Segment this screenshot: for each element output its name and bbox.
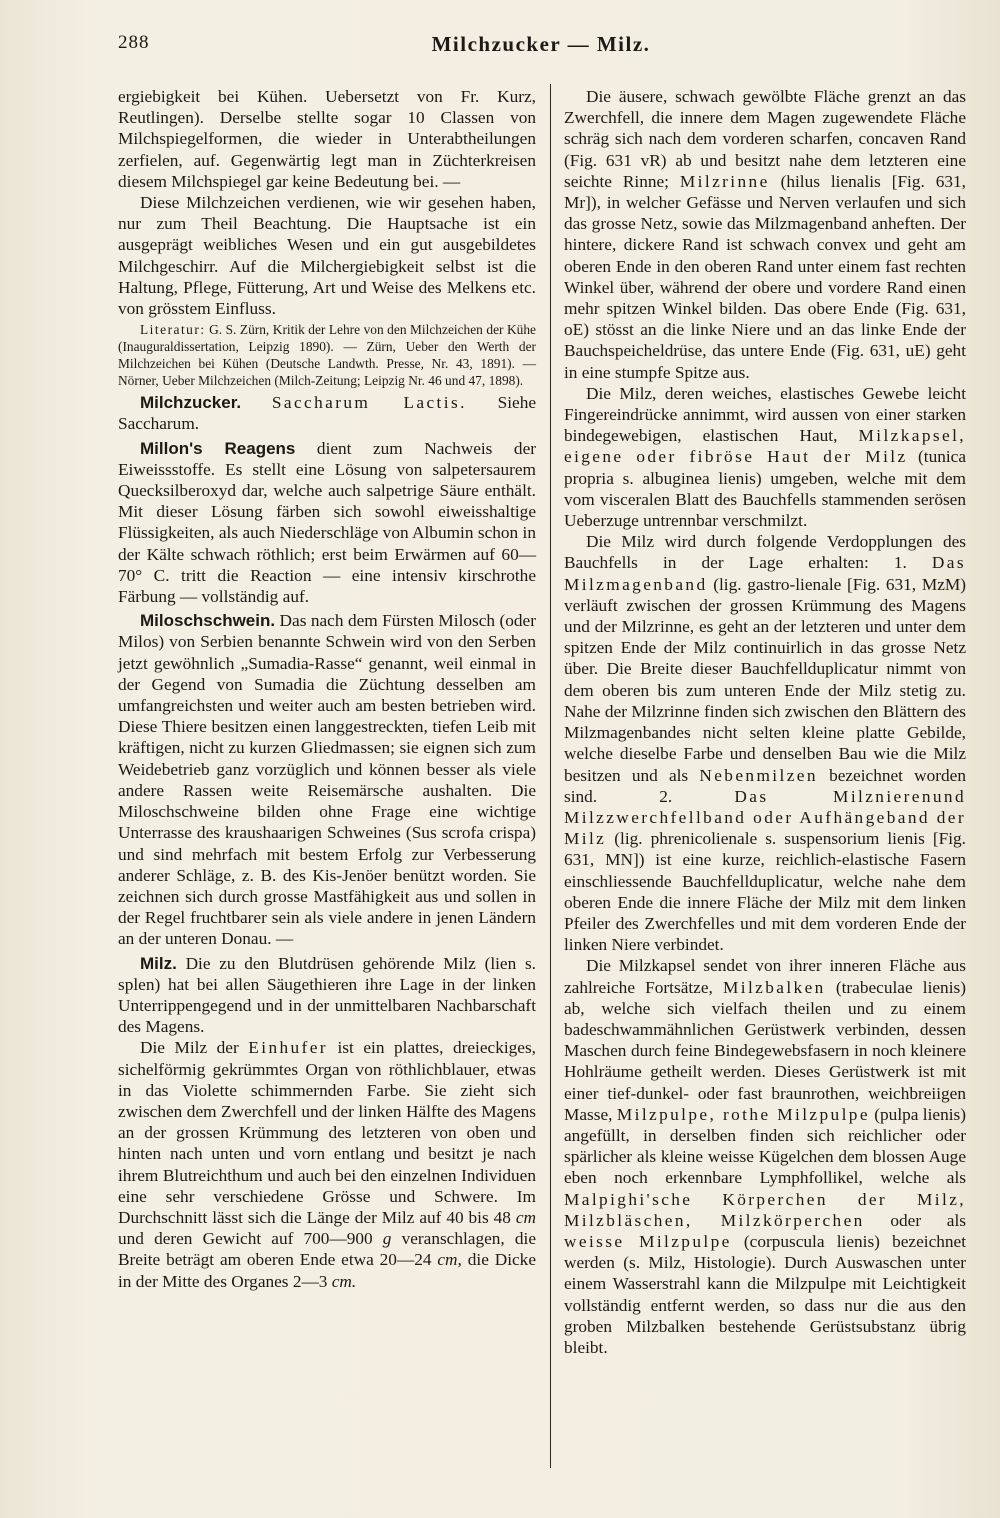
literature-label: Literatur: bbox=[140, 322, 206, 338]
spaced-term: Nebenmilzen bbox=[699, 765, 818, 785]
headword-millon: Millon's Reagens bbox=[140, 438, 296, 458]
spaced-term: Das Milznierenund Milzzwerchfellband oder Aufhängeband der Milz bbox=[564, 786, 966, 849]
entry-text: Das nach dem Fürsten Milosch (oder Milos) von Serbien benannte Schwein wird von den Serben jetzt gewöhnlich „Sumadia-Rasse“ genannt, weil einmal in der Gegend von Sumadia die Züchtung desselben am umfangreichsten und weiter auch am besten betrieben wird. Diese Thiere besitzen einen langgestreckten, tiefen Leib mit kräftigen, nicht zu kurzen Gliedmassen; sie eignen sich zum Weidebetrieb ganz vorzüglich und können besser als viele andere Rassen weite Reisemärsche aushalten. Die Miloschschweine bilden ohne Frage eine wichtige Unterrasse des kraushaarigen Schweines (Sus scrofa crispa) und sind mehrfach mit bestem Erfolg zur Verbesserung anderer Schläge, z. B. des Kis-Jenöer benützt worden. Sie zeichnen sich durch grosse Mastfähigkeit aus und sollen in der Regel fruchtbarer sein als viele andere in jenen Ländern an der unteren Donau. — bbox=[118, 611, 536, 949]
spaced-term: Einhufer bbox=[248, 1038, 328, 1058]
spaced-term: Malpighi'sche Körperchen der Milz, Milzbläschen, Milzkörperchen bbox=[564, 1189, 966, 1230]
spaced-term: Das Milzmagenband bbox=[564, 553, 966, 594]
right-column bbox=[564, 86, 966, 1358]
literature-note bbox=[118, 321, 536, 389]
entry-text: Die zu den Blutdrüsen gehörende Milz (lien s. splen) hat bei allen Säugethieren ihre Lage in der linken Unterrippengegend und in der unmittelbaren Nachbarschaft des Magens. bbox=[118, 953, 536, 1037]
paragraph-continuation: ergiebigkeit bei Kühen. Uebersetzt von Fr. Kurz, Reutlingen). Derselbe stellte sogar 10 Classen von Milchspiegelformen, die wieder in Unterabtheilungen zerfielen, auf. Gegenwärtig legt man in Züchterkreisen diesem Milchspiegel gar keine Bedeutung bei. — bbox=[118, 87, 536, 191]
paragraph-surfaces: Die äusere, schwach gewölbte Fläche grenzt an das Zwerchfell, die innere dem Magen zugewendete Fläche schräg sich nach dem vorderen scharfen, concaven Rand (Fig. 631 vR) ab und besitzt nahe dem letzteren eine seichte Rinne; Milzrinne (hilus lienalis [Fig. 631, Mr]), in welcher Gefässe und Nerven verlaufen und sich das grosse Netz, sowie das Milzmagenband anheften. Der hintere, dickere Rand ist schwach convex und geht am oberen Ende in den oberen Rand unter einem fast rechten Winkel über, während der obere und vordere Rand einen mehr spitzen Winkel bilden. Das obere Ende (Fig. 631, oE) stösst an die linke Niere und an das linke Ende der Bauchspeicheldrüse, das untere Ende (Fig. 631, uE) geht in eine stumpfe Spitze aus. bbox=[564, 87, 966, 382]
column-divider bbox=[550, 84, 551, 1468]
entry-miloschschwein bbox=[118, 610, 536, 949]
entry-text: dient zum Nachweis der Eiweissstoffe. Es stellt eine Lösung von salpetersaurem Quecksilberoxyd dar, welche auch salpetrige Säure enthält. Mit dieser Lösung färben sich sowohl eiweisshaltige Flüssigkeiten, als auch Niederschläge von Albumin schon in der Kälte schwach röthlich; erst beim Erwärmen auf 60—70° C. tritt die Reaction — eine intensiv kirschrothe Färbung — vollständig auf. bbox=[118, 438, 536, 607]
paragraph-milchzeichen: Diese Milchzeichen verdienen, wie wir gesehen haben, nur zum Theil Beachtung. Die Hauptsache ist ein ausgeprägt weibliches Wesen und ein gut ausgebildetes Milchgeschirr. Auf die Milchergiebigkeit selbst ist die Haltung, Pflege, Fütterung, Art und Weise des Melkens etc. von grösstem Einfluss. bbox=[118, 193, 536, 319]
left-column bbox=[118, 86, 536, 1292]
spaced-term: Milzpulpe, rothe Milzpulpe bbox=[616, 1104, 870, 1124]
page-number: 288 bbox=[118, 32, 150, 53]
spaced-term: Milzkapsel, eigene oder fibröse Haut der Milz bbox=[564, 426, 966, 467]
unit: cm, bbox=[437, 1250, 462, 1270]
headword-milchzucker: Milchzucker. bbox=[140, 393, 242, 413]
spaced-term: Milzrinne bbox=[679, 171, 770, 191]
headword-milz: Milz. bbox=[140, 953, 177, 973]
unit: cm bbox=[515, 1207, 536, 1227]
spaced-term: weisse Milzpulpe bbox=[564, 1231, 732, 1251]
entry-millon bbox=[118, 438, 536, 608]
spaced-term: Milzbalken bbox=[723, 977, 826, 997]
paragraph-einhufer: Die Milz der Einhufer ist ein plattes, dreieckiges, sichelförmig gekrümmtes Organ von röthlichblauer, etwas in das Violette schimmernden Farbe. Sie zieht sich zwischen dem Zwerchfell und der linken Hälfte des Magens an der grossen Krümmung des letzteren von oben und hinten nach unten und vorn entlang und besitzt je nach ihrem Blutreichthum und auch bei den einzelnen Individuen eine sehr verschiedene Grösse und Schwere. Im Durchschnitt lässt sich die Länge der Milz auf 40 bis 48 cm und deren Gewicht auf 700—900 g veranschlagen, die Breite beträgt am oberen Ende etwa 20—24 cm, die Dicke in der Mitte des Organes 2—3 cm. bbox=[118, 1038, 536, 1291]
entry-milz bbox=[118, 953, 536, 1038]
unit: g bbox=[382, 1229, 392, 1249]
latin-term: Saccharum Lactis. bbox=[271, 393, 467, 413]
paragraph-capsule: Die Milz, deren weiches, elastisches Gewebe leicht Fingereindrücke annimmt, wird aussen von einer starken bindegewebigen, elastischen Haut, Milzkapsel, eigene oder fibröse Haut der Milz (tunica propria s. albuginea lienis) umgeben, welche mit dem vom visceralen Blatt des Bauchfells stammenden serösen Ueberzuge untrennbar verschmilzt. bbox=[564, 383, 966, 531]
page-header bbox=[118, 32, 964, 64]
literature-text: G. S. Zürn, Kritik der Lehre von den Milchzeichen der Kühe (Inauguraldissertation, Leipzig 1890). — Zürn, Ueber den Werth der Milchzeichen bei Kühen (Deutsche Landwth. Presse, Nr. 43, 1891). — Nörner, Ueber Milchzeichen (Milch-Zeitung; Leipzig Nr. 46 und 47, 1898). bbox=[118, 322, 536, 389]
running-title: Milchzucker — Milz. bbox=[431, 32, 651, 56]
entry-milchzucker bbox=[118, 392, 536, 434]
paragraph-trabeculae: Die Milzkapsel sendet von ihrer inneren Fläche aus zahlreiche Fortsätze, Milzbalken (trabeculae lienis) ab, welche sich vielfach theilen und zu einem badeschwammähnlichen Gerüstwerk verbinden, dessen Maschen durch feine Bindegewebsfasern in noch kleinere Hohlräume getheilt werden. Dieses Gerüstwerk ist mit einer tief-dunkel- oder fast braunrothen, weichbreiigen Masse, Milzpulpe, rothe Milzpulpe (pulpa lienis) angefüllt, in derselben finden sich reichlicher oder spärlicher als kleine weisse Kügelchen dem blossen Auge eben noch erkennbare Lymphfollikel, welche als Malpighi'sche Körperchen der Milz, Milzbläschen, Milzkörperchen oder als weisse Milzpulpe (corpuscula lienis) bezeichnet werden (s. Milz, Histologie). Durch Auswaschen unter einem Wasserstrahl kann die Milzpulpe mit Leichtigkeit vollständig entfernt werden, so dass nur die aus den groben Milzbalken bestehende Gerüstsubstanz übrig bleibt. bbox=[564, 956, 966, 1357]
cross-reference: Siehe Saccharum. bbox=[118, 393, 537, 434]
unit: cm. bbox=[331, 1271, 357, 1291]
paragraph-ligaments: Die Milz wird durch folgende Verdopplungen des Bauchfells in der Lage erhalten: 1. Das Milzmagenband (lig. gastro-lienale [Fig. 631, MzM) verläuft zwischen der grossen Krümmung des Magens und der Milzrinne, es geht an der letzteren und unter dem spitzen Ende der Milz continuirlich in das grosse Netz über. Die Breite dieser Bauchfellduplicatur nimmt von dem oberen bis zum unteren Ende der Milz stetig zu. Nahe der Milzrinne finden sich zwischen den Blättern des Milzmagenbandes nicht selten kleine platte Gebilde, welche dieselbe Farbe und denselben Bau wie die Milz besitzen und als Nebenmilzen bezeichnet worden sind. 2. Das Milznierenund Milzzwerchfellband oder Aufhängeband der Milz (lig. phrenicolienale s. suspensorium lienis [Fig. 631, MN]) ist eine kurze, reichlich-elastische Fasern einschliessende Bauchfellduplicatur, welche nahe dem oberen Ende die innere Fläche der Milz mit dem linken Pfeiler des Zwerchfelles und mit dem vorderen Ende der linken Niere verbindet. bbox=[564, 532, 967, 955]
headword-miloschschwein: Miloschschwein. bbox=[140, 611, 276, 631]
